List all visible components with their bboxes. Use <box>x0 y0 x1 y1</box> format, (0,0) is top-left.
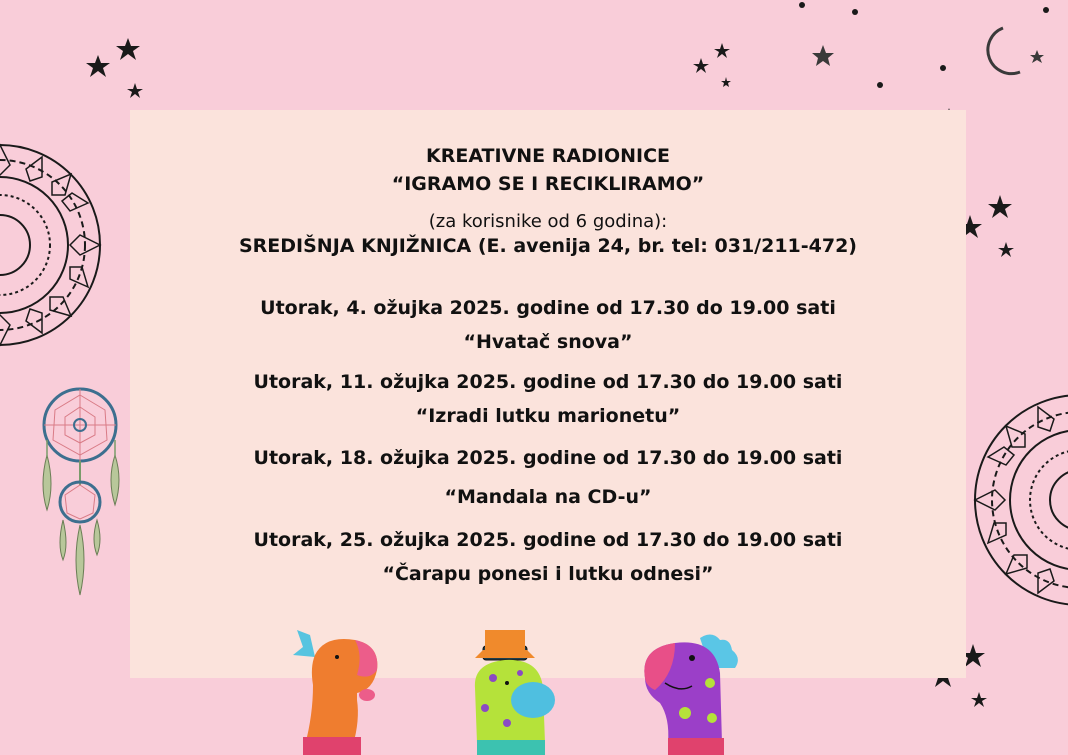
star-icon <box>998 242 1014 257</box>
event-name-2: “Izradi lutku marionetu” <box>415 405 681 427</box>
sock-puppet-green <box>465 628 565 755</box>
event-name-4: “Čarapu ponesi i lutku odnesi” <box>382 563 714 585</box>
star-icon <box>1030 50 1044 63</box>
event-date-1: Utorak, 4. ožujka 2025. godine od 17.30 do 19.00 sati <box>260 297 836 319</box>
title-line-2: “IGRAMO SE I RECIKLIRAMO” <box>391 173 705 195</box>
stars-top-left <box>80 35 160 110</box>
event-date-3: Utorak, 18. ožujka 2025. godine od 17.30 do 19.00 sati <box>253 447 843 469</box>
location-line: SREDIŠNJA KNJIŽNICA (E. avenija 24, br. tel: 031/211-472) <box>238 235 857 257</box>
star-icon <box>812 45 834 66</box>
dreamcatcher <box>35 385 130 600</box>
star-icon <box>127 83 143 98</box>
info-panel <box>130 110 966 678</box>
mandala-icon <box>975 395 1068 605</box>
audience-note: (za korisnike od 6 godina): <box>428 211 668 232</box>
star-icon <box>86 55 110 77</box>
moon-icon <box>988 28 1020 74</box>
mandala-left <box>0 135 110 355</box>
sock-puppet-icon <box>475 630 555 755</box>
star-icon <box>714 43 730 58</box>
sock-puppet-purple <box>630 628 745 755</box>
event-name-1: “Hvatač snova” <box>463 331 633 353</box>
star-icon <box>693 58 709 73</box>
event-date-4: Utorak, 25. ožujka 2025. godine od 17.30 do 19.00 sati <box>253 529 843 551</box>
title-line-1: KREATIVNE RADIONICE <box>425 145 670 167</box>
mandala-right <box>970 385 1068 615</box>
sock-puppet-orange <box>285 625 395 755</box>
star-icon <box>971 692 987 707</box>
star-icon <box>721 77 731 87</box>
star-icon <box>988 195 1012 218</box>
mandala-icon <box>0 145 100 345</box>
sock-puppet-icon <box>644 634 738 755</box>
event-date-2: Utorak, 11. ožujka 2025. godine od 17.30 do 19.00 sati <box>253 371 843 393</box>
star-icon <box>116 38 140 60</box>
event-name-3: “Mandala na CD-u” <box>444 486 652 508</box>
dreamcatcher-icon <box>43 389 119 595</box>
sock-puppet-icon <box>293 630 377 755</box>
